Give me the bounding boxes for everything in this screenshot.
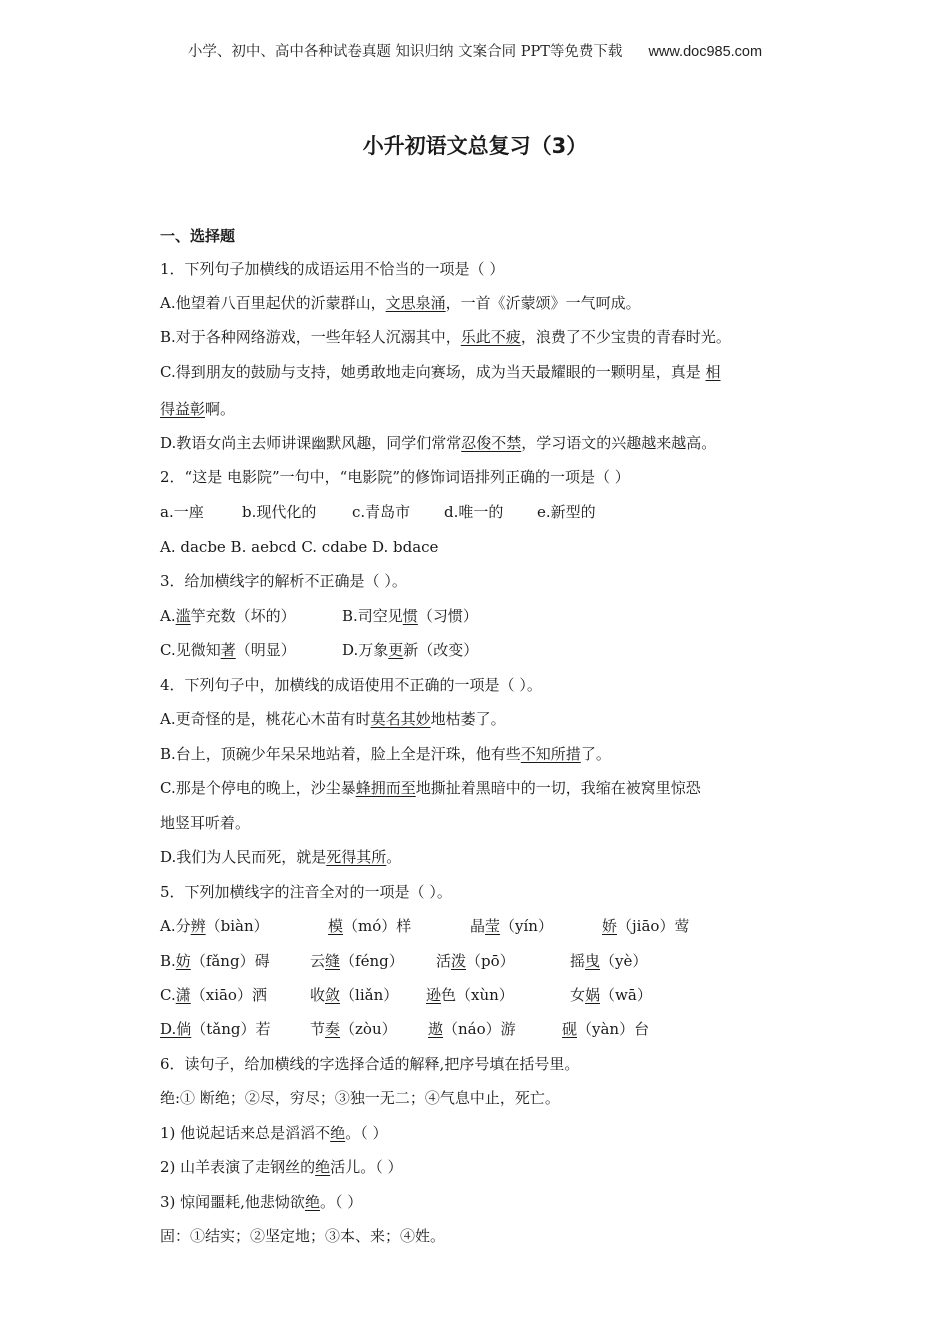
option-text: C.见微知 [160, 641, 221, 659]
item-text: （liǎn） [340, 986, 399, 1004]
underlined-idiom: 忍俊不禁 [461, 434, 522, 452]
question-4-option-a [160, 708, 506, 730]
underlined-char: 妨 [175, 952, 191, 970]
question-5-row-b [160, 950, 780, 972]
question-4-option-b [160, 743, 611, 765]
question-4-stem: 4．下列句子中，加横线的成语使用不正确的一项是（ ）。 [160, 676, 542, 694]
pinyin-item [328, 915, 411, 937]
option-text: 啊。 [205, 400, 236, 418]
item-text: B. [160, 952, 176, 970]
pinyin-item [160, 950, 270, 972]
item-text: 节 [310, 1020, 326, 1038]
underlined-char: 缝 [325, 952, 341, 970]
pinyin-item [160, 1018, 271, 1040]
section-heading: 一、选择题 [160, 227, 236, 245]
question-2-words [160, 501, 760, 523]
pinyin-item [562, 1018, 649, 1040]
question-1-option-d [160, 432, 716, 454]
item-text: （fǎng）碍 [190, 952, 270, 970]
item-text: （biàn） [205, 917, 269, 935]
option-text: C.那是个停电的晚上，沙尘暴 [160, 779, 356, 797]
word-option: e.新型的 [537, 503, 596, 521]
item-text: 摇 [570, 952, 586, 970]
option-text: 地枯萎了。 [430, 710, 506, 728]
option-d [342, 639, 478, 661]
question-2-answers: A. dacbe B. aebcd C. cdabe D. bdace [160, 538, 439, 556]
underlined-idiom: 不知所措 [520, 745, 581, 763]
word-option: c.青岛市 [352, 503, 411, 521]
option-text: D.我们为人民而死，就是 [160, 848, 327, 866]
item-text: （zòu） [340, 1020, 397, 1038]
option-text: B.对于各种网络游戏，一些年轻人沉溺其中， [160, 328, 461, 346]
question-1-option-c [160, 361, 721, 383]
header-url[interactable]: www.doc985.com [648, 44, 763, 60]
question-1-option-b [160, 326, 731, 348]
option-text: ，学习语文的兴趣越来越高。 [521, 434, 717, 452]
underlined-char: 莹 [485, 917, 501, 935]
underlined-idiom: 相 [705, 363, 721, 381]
option-text: ，浪费了不少宝贵的青春时光。 [520, 328, 731, 346]
pinyin-item [602, 915, 689, 937]
item-text: （wā） [600, 986, 652, 1004]
question-3-row-1 [160, 605, 660, 627]
pinyin-item [570, 984, 652, 1006]
underlined-char: 潇 [175, 986, 191, 1004]
underlined-char: 砚 [562, 1020, 578, 1038]
pinyin-item [570, 950, 647, 972]
underlined-char: 更 [388, 641, 404, 659]
pinyin-item [428, 1018, 516, 1040]
sentence-text: 2) 山羊表演了走钢丝的 [160, 1158, 316, 1176]
option-text: A. [160, 607, 176, 625]
underlined-char: 敛 [325, 986, 341, 1004]
underlined-char: 绝 [304, 1193, 320, 1211]
option-text: D.教语女尚主去师讲课幽默风趣，同学们常常 [160, 434, 462, 452]
pinyin-item [436, 950, 515, 972]
question-3-row-2 [160, 639, 660, 661]
pinyin-item [426, 984, 514, 1006]
definition-jue: 绝:① 断绝；②尽，穷尽；③独一无二；④气息中止，死亡。 [160, 1089, 560, 1107]
item-text: 收 [310, 986, 326, 1004]
option-text: B.司空见 [342, 607, 403, 625]
option-text: ，一首《沂蒙颂》一气呵成。 [445, 294, 641, 312]
header-text: 小学、初中、高中各种试卷真题 知识归纳 文案合同 PPT等免费下载 [187, 44, 623, 60]
question-4-option-d [160, 846, 401, 868]
sentence-text: 。（ ） [345, 1124, 388, 1142]
pinyin-item [310, 950, 404, 972]
option-b [342, 605, 478, 627]
option-text: 地撕扯着黑暗中的一切，我缩在被窝里惊恐 [415, 779, 701, 797]
option-text: A.更奇怪的是，桃花心木苗有时 [160, 710, 371, 728]
item-text: （jiāo）莺 [617, 917, 690, 935]
item-text: （yè） [600, 952, 648, 970]
sentence-3 [160, 1191, 362, 1213]
underlined-idiom: 乐此不疲 [460, 328, 521, 346]
option-text: D.万象 [342, 641, 389, 659]
item-text: （xiāo）洒 [190, 986, 267, 1004]
option-c [160, 639, 296, 661]
pinyin-item [310, 984, 398, 1006]
item-text: 活 [436, 952, 452, 970]
option-text: 。 [386, 848, 402, 866]
question-5-row-d [160, 1018, 780, 1040]
underlined-char: 奏 [325, 1020, 341, 1038]
option-text: 竽充数（坏的） [190, 607, 296, 625]
item-text: 云 [310, 952, 326, 970]
sentence-text: 1) 他说起话来总是滔滔不 [160, 1124, 331, 1142]
page-header [0, 40, 950, 61]
question-5-row-c [160, 984, 780, 1006]
underlined-idiom: 莫名其妙 [370, 710, 431, 728]
option-text: （明显） [235, 641, 296, 659]
option-text: C.得到朋友的鼓励与支持，她勇敢地走向赛场，成为当天最耀眼的一颗明星，真是 [160, 363, 706, 381]
underlined-char: 遨 [428, 1020, 444, 1038]
question-1-stem: 1．下列句子加横线的成语运用不恰当的一项是（ ） [160, 260, 505, 278]
option-a [160, 605, 296, 627]
pinyin-item [470, 915, 553, 937]
question-1-option-a [160, 292, 641, 314]
sentence-2 [160, 1156, 402, 1178]
underlined-char: 滥 [175, 607, 191, 625]
underlined-char: 绝 [330, 1124, 346, 1142]
option-text: B.台上，顶碗少年呆呆地站着，脸上全是汗珠，他有些 [160, 745, 521, 763]
item-text: 色（xùn） [441, 986, 514, 1004]
underlined-idiom: 文思泉涌 [385, 294, 446, 312]
question-4-option-c [160, 777, 701, 799]
item-text: 女 [570, 986, 586, 1004]
question-5-row-a [160, 915, 780, 937]
item-text: A.分 [160, 917, 191, 935]
underlined-char: 泼 [451, 952, 467, 970]
underlined-idiom: 死得其所 [326, 848, 387, 866]
option-text: 了。 [580, 745, 611, 763]
pinyin-item [160, 984, 267, 1006]
underlined-char: 辨 [190, 917, 206, 935]
underlined-char: 惯 [402, 607, 418, 625]
pinyin-item [160, 915, 269, 937]
page-title: 小升初语文总复习（3） [362, 134, 588, 158]
sentence-text: 。（ ） [319, 1193, 363, 1211]
option-text: 新（改变） [403, 641, 479, 659]
item-text: （pō） [466, 952, 515, 970]
underlined-idiom: 蜂拥而至 [355, 779, 416, 797]
item-text: （mó）样 [343, 917, 412, 935]
question-1-option-c-cont [160, 398, 235, 420]
question-3-stem: 3．给加横线字的解析不正确是（ ）。 [160, 572, 407, 590]
underlined-char: 曳 [585, 952, 601, 970]
underlined-char: 逊 [426, 986, 442, 1004]
sentence-text: 活儿。（ ） [330, 1158, 403, 1176]
underlined-char: 娇 [602, 917, 618, 935]
option-text: （习惯） [417, 607, 478, 625]
sentence-text: 3) 惊闻噩耗,他悲恸欲 [160, 1193, 305, 1211]
question-2-stem: 2．“这是 电影院”一句中，“电影院”的修饰词语排列正确的一项是（ ） [160, 468, 630, 486]
option-text: A.他望着八百里起伏的沂蒙群山， [160, 294, 386, 312]
item-text: （yín） [500, 917, 553, 935]
underlined-char: 著 [220, 641, 236, 659]
question-5-stem: 5．下列加横线字的注音全对的一项是（ ）。 [160, 883, 452, 901]
word-option: d.唯一的 [444, 503, 504, 521]
underlined-char: 模 [328, 917, 344, 935]
word-option: b.现代化的 [242, 503, 317, 521]
item-text: （tǎng）若 [191, 1020, 271, 1038]
question-6-stem: 6．读句子，给加横线的字选择合适的解释,把序号填在括号里。 [160, 1055, 580, 1073]
sentence-1 [160, 1122, 387, 1144]
definition-gu: 固：①结实；②坚定地；③本、来；④姓。 [160, 1227, 446, 1245]
pinyin-item [310, 1018, 397, 1040]
question-4-option-c-cont: 地竖耳听着。 [160, 814, 251, 832]
underlined-idiom: 得益彰 [160, 400, 206, 418]
underlined-char: D.倘 [160, 1020, 192, 1038]
underlined-char: 绝 [315, 1158, 331, 1176]
item-text: （féng） [340, 952, 404, 970]
item-text: （náo）游 [443, 1020, 516, 1038]
word-option: a.一座 [160, 503, 204, 521]
item-text: C. [160, 986, 176, 1004]
item-text: （yàn）台 [577, 1020, 650, 1038]
item-text: 晶 [470, 917, 486, 935]
underlined-char: 娲 [585, 986, 601, 1004]
